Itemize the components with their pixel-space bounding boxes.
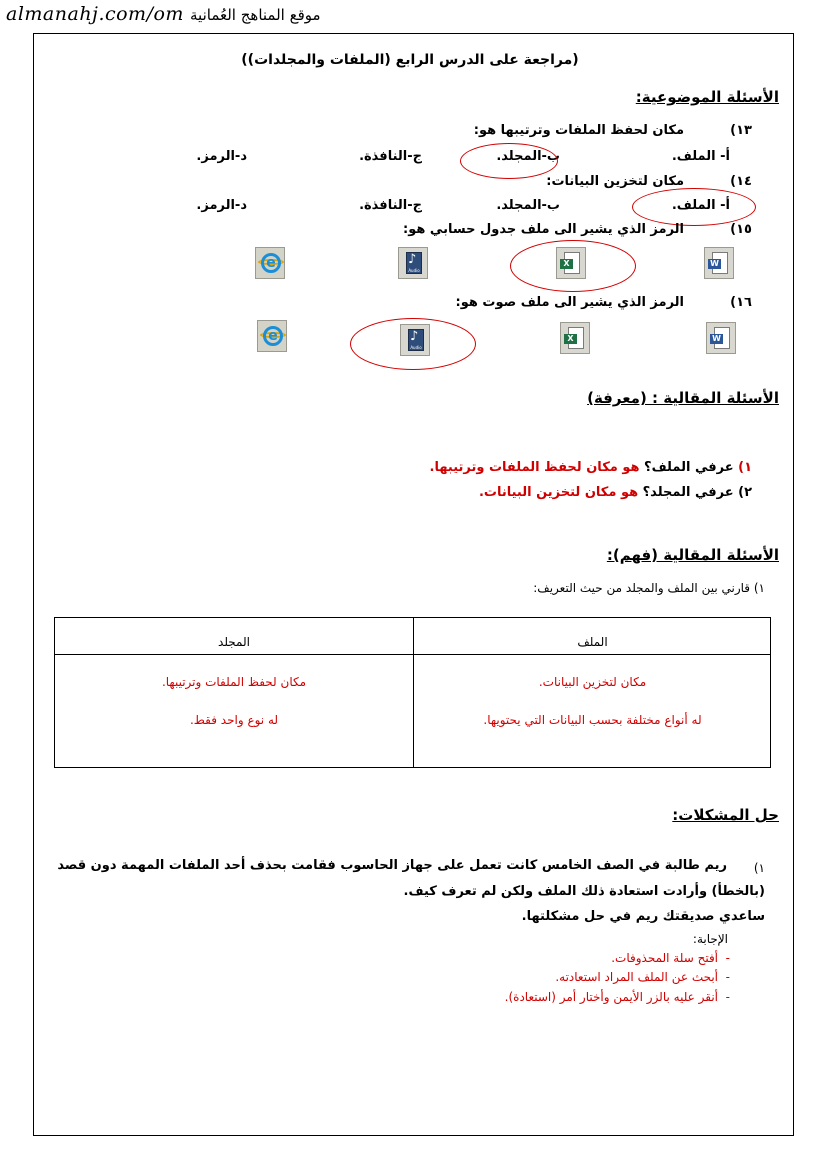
comparison-table <box>54 617 771 768</box>
table-header-folder: المجلد <box>218 635 250 649</box>
compare-prompt-number: ١) <box>753 581 765 595</box>
q13-option-d: د-الرمز. <box>196 149 247 164</box>
q15-number: ١٥) <box>730 222 752 237</box>
table-folder-cell-2: له نوع واحد فقط. <box>189 713 279 727</box>
essay-q1-answer: هو مكان لحفظ الملفات وترتيبها. <box>429 460 640 475</box>
table-file-cell-2: له أنواع مختلفة بحسب البيانات التي يحتويها. <box>483 713 702 727</box>
table-file-cell-1: مكان لتخزين البيانات. <box>538 675 647 689</box>
problems-heading: حل المشكلات: <box>672 806 779 824</box>
excel-spreadsheet-icon: X <box>556 247 586 279</box>
q14-number: ١٤) <box>730 174 752 189</box>
q16-text: الرمز الذي يشير الى ملف صوت هو: <box>455 295 684 310</box>
answer-step-1: - أفتح سلة المحذوفات. <box>611 951 730 965</box>
compare-prompt <box>533 581 765 595</box>
q14-option-a: أ- الملف. <box>671 198 730 213</box>
answer-step-3: - أنقر عليه بالزر الأيمن وأختار أمر (استعادة). <box>504 990 730 1004</box>
table-header-file: الملف <box>577 635 608 649</box>
problem-number: ١) <box>753 861 765 875</box>
problem-text-line3: ساعدي صديقتك ريم في حل مشكلتها. <box>521 909 765 924</box>
internet-explorer-icon: e <box>257 320 287 352</box>
essay-knowledge-heading: الأسئلة المقالية : (معرفة) <box>587 389 779 407</box>
q13-number: ١٣) <box>730 123 752 138</box>
q16-answer-circle <box>350 318 476 370</box>
q13-option-a: أ- الملف. <box>671 149 730 164</box>
q14-option-c: ج-النافذة. <box>359 198 422 213</box>
site-url: almanahj.com/om <box>6 3 184 25</box>
q13-option-c: ج-النافذة. <box>359 149 422 164</box>
q14-option-d: د-الرمز. <box>196 198 247 213</box>
essay-q2-answer: هو مكان لتخزين البيانات. <box>478 485 639 500</box>
word-document-icon: W <box>706 322 736 354</box>
essay-q1-number: ١) <box>738 460 752 475</box>
audio-file-icon: ♪ Audio <box>398 247 428 279</box>
word-document-icon: W <box>704 247 734 279</box>
page-title: (مراجعة على الدرس الرابع (الملفات والمجلدات)) <box>241 52 579 68</box>
essay-q2-question: عرفي المجلد؟ <box>642 485 734 500</box>
site-name: موقع المناهج العُمانية <box>190 6 321 24</box>
answer-label: الإجابة: <box>692 932 728 946</box>
problem-text-line2: (بالخطأ) وأرادت استعادة ذلك الملف ولكن لم تعرف كيف. <box>403 884 765 899</box>
excel-spreadsheet-icon: X <box>560 322 590 354</box>
compare-prompt-text: قارني بين الملف والمجلد من حيث التعريف: <box>533 581 751 595</box>
essay-q1-question: عرفي الملف؟ <box>644 460 734 475</box>
q15-text: الرمز الذي يشير الى ملف جدول حسابي هو: <box>403 222 684 237</box>
audio-file-icon: ♪ Audio <box>400 324 430 356</box>
q15-answer-circle <box>510 240 636 292</box>
essay-understanding-heading: الأسئلة المقالية (فهم): <box>606 546 779 564</box>
objective-heading: الأسئلة الموضوعية: <box>635 88 779 106</box>
essay-q2-number: ٢) <box>738 485 752 500</box>
essay-q2-line <box>479 485 752 500</box>
table-folder-cell-1: مكان لحفظ الملفات وترتيبها. <box>161 675 307 689</box>
q13-answer-circle <box>460 143 558 179</box>
q16-number: ١٦) <box>730 295 752 310</box>
q13-text: مكان لحفظ الملفات وترتيبها هو: <box>473 123 684 138</box>
problem-text-line1: ريم طالبة في الصف الخامس كانت تعمل على جهاز الحاسوب فقامت بحذف أحد الملفات المهمة دون قصد <box>57 858 727 873</box>
q13-option-b: ب-المجلد. <box>496 149 560 164</box>
essay-q1-line <box>430 460 753 475</box>
q14-text: مكان لتخزين البيانات: <box>546 174 684 189</box>
answer-step-2: - أبحث عن الملف المراد استعادته. <box>555 970 730 984</box>
q14-option-b: ب-المجلد. <box>496 198 560 213</box>
internet-explorer-icon: e <box>255 247 285 279</box>
q14-answer-circle <box>632 188 756 226</box>
